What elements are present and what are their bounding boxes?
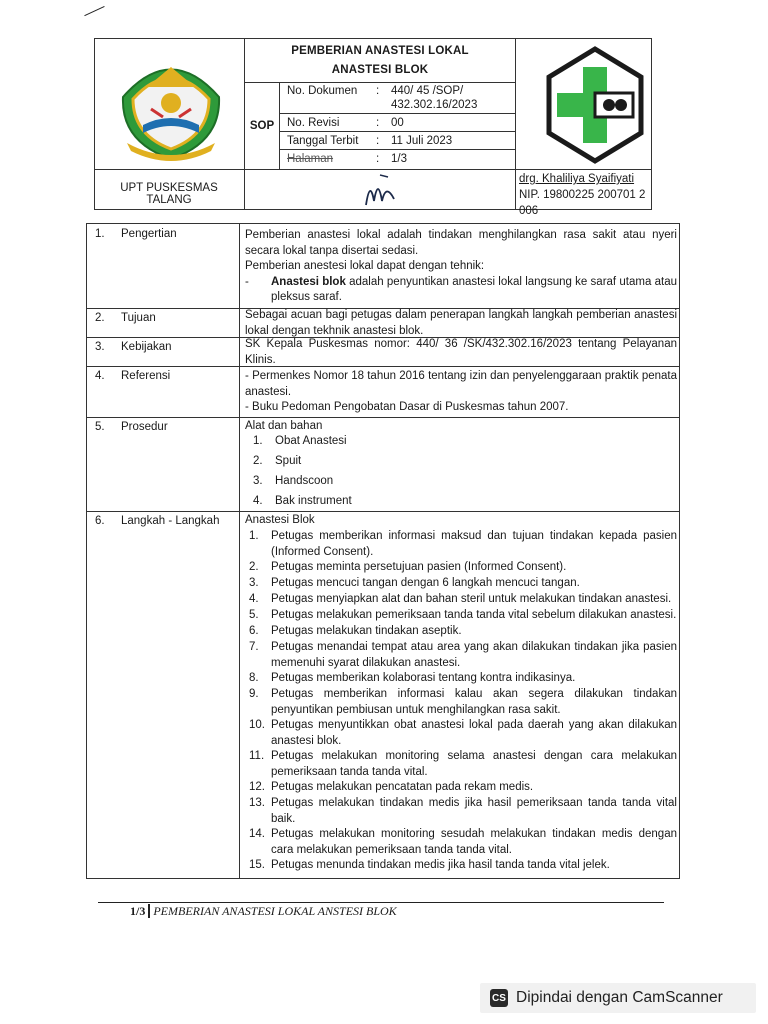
list-item: 15. Petugas menunda tindakan medis jika hasil tanda tanda vital jelek. (249, 859, 610, 871)
field-value-revisi: 00 (391, 117, 404, 129)
list-item: 1. Petugas memberikan informasi maksud dan tujuan tindakan kepada pasien (Informed Consent). (249, 530, 677, 558)
row-label-tujuan: Tujuan (121, 312, 156, 324)
langkah-heading: Anastesi Blok (245, 514, 315, 526)
sop-content-table (86, 223, 680, 879)
sop-label: SOP (249, 120, 275, 132)
field-sep: : (376, 135, 380, 147)
field-label-dokumen: No. Dokumen (287, 85, 358, 97)
regional-emblem-logo (103, 47, 239, 167)
field-sep: : (376, 153, 380, 165)
row-number: 6. (95, 515, 105, 527)
field-value-dokumen: 440/ 45 /SOP/ 432.302.16/2023 (391, 85, 478, 111)
row-number: 5. (95, 421, 105, 433)
field-label-halaman: Halaman (287, 153, 334, 165)
row-number: 1. (95, 228, 105, 240)
title-line-2: ANASTESI BLOK (331, 64, 429, 76)
list-item: 8. Petugas memberikan kolaborasi tentang kontra indikasinya. (249, 672, 576, 684)
signer-nip: NIP. 19800225 200701 2 006 (519, 189, 646, 217)
page-footer (130, 904, 397, 919)
bullet-dash: - (245, 275, 249, 288)
field-value-halaman: 1/3 (391, 153, 407, 165)
list-item: 1. Obat Anastesi (253, 435, 347, 447)
camscanner-watermark (480, 983, 756, 1013)
pengertian-bullet (245, 275, 677, 306)
referensi-item: - Permenkes Nomor 18 tahun 2016 tentang izin dan penyelenggaraan praktik penata anastesi. (245, 370, 677, 398)
unit-name: UPT PUSKESMAS TALANG (120, 182, 218, 206)
list-item: 12. Petugas melakukan pencatatan pada rekam medis. (249, 781, 534, 793)
list-item: 3. Petugas mencuci tangan dengan 6 langkah mencuci tangan. (249, 577, 580, 589)
row-label-referensi: Referensi (121, 370, 171, 382)
puskesmas-cross-logo (543, 43, 647, 167)
row-label-pengertian: Pengertian (121, 228, 177, 240)
referensi-list (245, 369, 677, 416)
referensi-item: - Buku Pedoman Pengobatan Dasar di Puskesmas tahun 2007. (245, 401, 569, 413)
field-label-revisi: No. Revisi (287, 117, 340, 129)
list-item: 14. Petugas melakukan monitoring sesudah melakukan tindakan medis dengan cara melakukan pemeriksaan tanda tanda vital. (249, 828, 677, 856)
field-sep: : (376, 85, 380, 97)
list-item: 2. Spuit (253, 455, 302, 467)
list-item: 3. Handscoon (253, 475, 334, 487)
footer-page-number: 1/3 (130, 904, 150, 918)
bullet-term: Anastesi blok (271, 275, 346, 288)
footer-title: PEMBERIAN ANASTESI LOKAL ANSTESI BLOK (153, 904, 397, 918)
row-number: 2. (95, 312, 105, 324)
sop-header-table (94, 38, 652, 217)
field-value-tanggal: 11 Juli 2023 (391, 135, 453, 147)
signer-name: drg. Khaliliya Syaifiyati (519, 173, 635, 185)
field-label-tanggal: Tanggal Terbit (287, 135, 359, 147)
pengertian-text (245, 228, 677, 306)
signature (360, 171, 400, 211)
list-item: 4. Petugas menyiapkan alat dan bahan steril untuk melakukan tindakan anastesi. (249, 593, 672, 605)
list-item: 6. Petugas melakukan tindakan aseptik. (249, 625, 462, 637)
footer-rule (98, 902, 664, 903)
pen-mark (84, 6, 109, 27)
pengertian-p2: Pemberian anestesi lokal dapat dengan tehnik: (245, 260, 485, 272)
list-item: 2. Petugas meminta persetujuan pasien (Informed Consent). (249, 561, 567, 573)
list-item: 4. Bak instrument (253, 495, 352, 507)
list-item: 5. Petugas melakukan pemeriksaan tanda tanda vital sebelum dilakukan anastesi. (249, 609, 677, 621)
row-number: 3. (95, 341, 105, 353)
list-item: 10. Petugas menyuntikkan obat anastesi lokal pada daerah yang akan dilakukan anastesi blok. (249, 719, 677, 747)
list-item: 13. Petugas melakukan tindakan medis jika hasil pemeriksaan tanda tanda vital baik. (249, 797, 677, 825)
list-item: 7. Petugas menandai tempat atau area yang akan dilakukan tindakan jika pasien memenuhi syarat dilakukan anastesi. (249, 641, 677, 669)
camscanner-icon: CS (490, 989, 508, 1007)
pengertian-p1: Pemberian anastesi lokal adalah tindakan menghilangkan rasa sakit atau nyeri secara lokal tanpa disertai sedasi. (245, 229, 677, 257)
row-label-prosedur: Prosedur (121, 421, 168, 433)
row-number: 4. (95, 370, 105, 382)
signer-block (519, 171, 651, 219)
document-title (245, 42, 515, 80)
tujuan-text: Sebagai acuan bagi petugas dalam penerapan langkah langkah pemberian anastesi lokal dengan tekhnik anastesi blok. (245, 309, 677, 337)
prosedur-heading: Alat dan bahan (245, 420, 323, 432)
bullet-definition: adalah penyuntikan anastesi lokal langsung ke saraf utama atau pleksus saraf. (271, 275, 677, 303)
row-label-langkah: Langkah - Langkah (121, 515, 220, 527)
camscanner-text: Dipindai dengan CamScanner (516, 989, 723, 1006)
kebijakan-text: SK Kepala Puskesmas nomor: 440/ 36 /SK/432.302.16/2023 tentang Pelayanan Klinis. (245, 338, 677, 366)
title-line-1: PEMBERIAN ANASTESI LOKAL (291, 45, 469, 57)
row-label-kebijakan: Kebijakan (121, 341, 172, 353)
field-sep: : (376, 117, 380, 129)
list-item: 11. Petugas melakukan monitoring selama anastesi dengan cara melakukan pemeriksaan tanda tanda vital. (249, 750, 677, 778)
list-item: 9. Petugas memberikan informasi kalau akan segera dilakukan tindakan penyuntikan pembiusan untuk menghilangkan rasa sakit. (249, 688, 677, 716)
